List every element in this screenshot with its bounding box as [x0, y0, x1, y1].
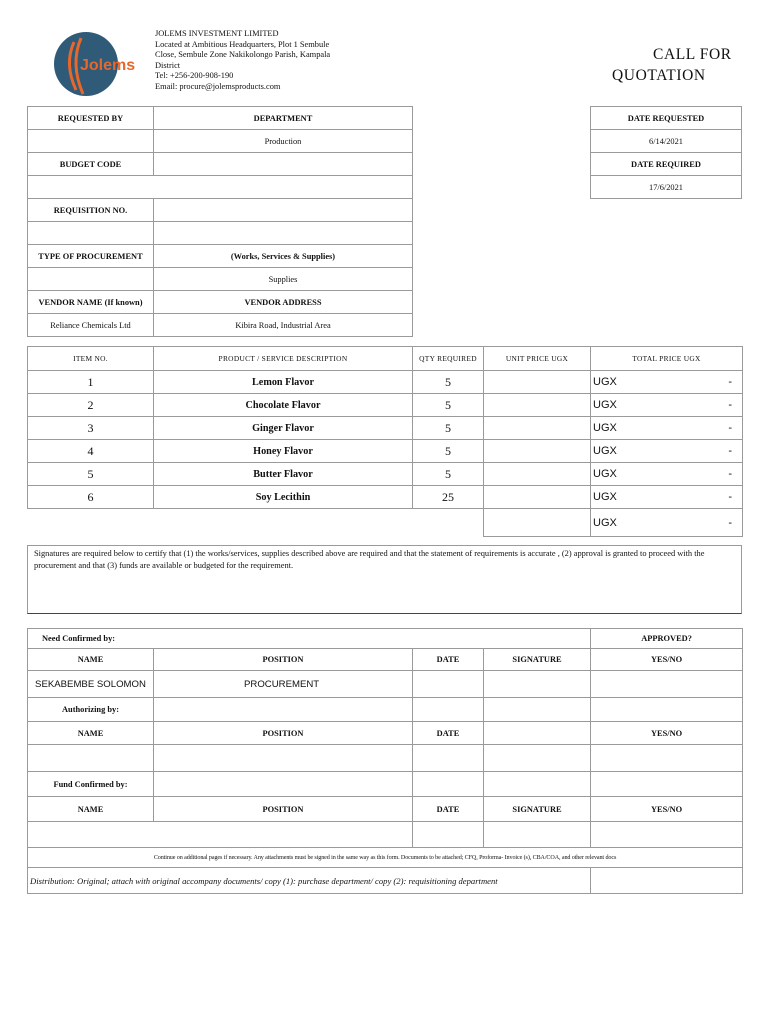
authorizing-empty [154, 698, 413, 722]
item-description[interactable]: Butter Flavor [154, 463, 413, 486]
procurement-type-hint: (Works, Services & Supplies) [154, 245, 413, 268]
table-row [28, 371, 743, 394]
fund-signature-field[interactable] [484, 822, 591, 848]
total-value: - [728, 491, 732, 503]
header-qty: QTY REQUIRED [413, 347, 484, 371]
signature-certification-note: Signatures are required below to certify that (1) the works/services, supplies described above are required and that the statement of requirements is accurate , (2) approval is granted to proceed with the procurement and that (3) funds are available or budgeted for the requirement. [27, 545, 742, 614]
item-total-price[interactable] [591, 486, 743, 509]
title-line-2: QUOTATION [612, 67, 706, 84]
grand-total-row [28, 509, 743, 537]
fund-empty [484, 772, 591, 797]
table-row [28, 417, 743, 440]
item-qty[interactable]: 5 [413, 371, 484, 394]
budget-code-label: BUDGET CODE [28, 153, 154, 176]
logo-text: Jolems [80, 57, 136, 74]
continue-note: Continue on additional pages if necessary. Any attachments must be signed in the same way as this form. Documents to be attached; CFQ, Proforma- Invoice (s), CBA/COA, and other relevant docs [28, 848, 743, 868]
authorizing-label: Authorizing by: [28, 698, 154, 722]
vendor-address-label: VENDOR ADDRESS [154, 291, 413, 314]
total-value: - [728, 445, 732, 457]
requisition-field[interactable] [154, 199, 413, 222]
vendor-name-label: VENDOR NAME (If known) [28, 291, 154, 314]
date-requested-value[interactable]: 6/14/2021 [591, 130, 742, 153]
item-total-price[interactable] [591, 440, 743, 463]
item-no: 4 [28, 440, 154, 463]
date-requested-label: DATE REQUESTED [591, 107, 742, 130]
item-qty[interactable]: 5 [413, 417, 484, 440]
dates-table [590, 106, 742, 199]
requisition-extra-field[interactable] [154, 222, 413, 245]
date-required-value[interactable]: 17/6/2021 [591, 176, 742, 199]
name-header: NAME [28, 722, 154, 745]
budget-code-field[interactable] [154, 153, 413, 176]
distribution-empty [591, 868, 743, 894]
currency-label: UGX [593, 516, 617, 529]
procurement-type-empty[interactable] [28, 268, 154, 291]
authorizing-empty [591, 698, 743, 722]
item-unit-price[interactable] [484, 371, 591, 394]
table-row [28, 463, 743, 486]
signature-header: SIGNATURE [484, 649, 591, 671]
title-line-1: CALL FOR [653, 46, 732, 63]
requested-by-label: REQUESTED BY [28, 107, 154, 130]
company-logo [48, 28, 146, 104]
fund-yes-no-field[interactable] [591, 822, 743, 848]
budget-code-value-field[interactable] [28, 176, 413, 199]
need-yes-no-field[interactable] [591, 671, 743, 698]
table-row [28, 440, 743, 463]
name-header: NAME [28, 649, 154, 671]
currency-label: UGX [593, 399, 617, 411]
authorizing-position-field[interactable] [154, 745, 413, 772]
approvals-table [27, 628, 743, 894]
request-details-table [27, 106, 413, 337]
currency-label: UGX [593, 376, 617, 388]
position-header: POSITION [154, 722, 413, 745]
total-value: - [728, 468, 732, 480]
item-qty[interactable]: 5 [413, 440, 484, 463]
yes-no-header: YES/NO [591, 649, 743, 671]
company-address-line: Located at Ambitious Headquarters, Plot 1 Sembule [155, 39, 330, 49]
requested-by-field[interactable] [28, 130, 154, 153]
department-value[interactable]: Production [154, 130, 413, 153]
grand-total-value: - [728, 516, 732, 529]
item-description[interactable]: Soy Lecithin [154, 486, 413, 509]
authorizing-signature-field[interactable] [484, 745, 591, 772]
item-no: 1 [28, 371, 154, 394]
need-position-value[interactable]: PROCUREMENT [154, 671, 413, 698]
item-unit-price[interactable] [484, 463, 591, 486]
items-table [27, 346, 743, 537]
total-value: - [728, 422, 732, 434]
item-unit-price[interactable] [484, 440, 591, 463]
header-item-no: ITEM NO. [28, 347, 154, 371]
header-total-price: TOTAL PRICE UGX [591, 347, 743, 371]
item-description[interactable]: Honey Flavor [154, 440, 413, 463]
currency-label: UGX [593, 491, 617, 503]
item-qty[interactable]: 5 [413, 463, 484, 486]
distribution-note: Distribution: Original; attach with original accompany documents/ copy (1): purchase department/ copy (2): requisitioning department [28, 868, 591, 894]
currency-label: UGX [593, 422, 617, 434]
currency-label: UGX [593, 468, 617, 480]
item-unit-price[interactable] [484, 486, 591, 509]
item-description[interactable]: Lemon Flavor [154, 371, 413, 394]
yes-no-header: YES/NO [591, 797, 743, 822]
table-row [28, 486, 743, 509]
fund-date-field[interactable] [413, 822, 484, 848]
grand-total-unit-cell [484, 509, 591, 537]
department-label: DEPARTMENT [154, 107, 413, 130]
item-unit-price[interactable] [484, 394, 591, 417]
item-no: 3 [28, 417, 154, 440]
requisition-value-field[interactable] [28, 222, 154, 245]
authorizing-date-field[interactable] [413, 745, 484, 772]
company-tel: Tel: +256-200-908-190 [155, 71, 234, 81]
company-name: JOLEMS INVESTMENT LIMITED [155, 29, 279, 38]
item-qty[interactable]: 25 [413, 486, 484, 509]
document-title [612, 44, 732, 86]
total-value: - [728, 399, 732, 411]
authorizing-name-field[interactable] [28, 745, 154, 772]
requisition-label: REQUISITION NO. [28, 199, 154, 222]
item-total-price[interactable] [591, 394, 743, 417]
item-unit-price[interactable] [484, 417, 591, 440]
item-description[interactable]: Ginger Flavor [154, 417, 413, 440]
position-header: POSITION [154, 649, 413, 671]
item-no: 6 [28, 486, 154, 509]
item-total-price[interactable] [591, 463, 743, 486]
fund-empty [154, 772, 413, 797]
fund-empty [591, 772, 743, 797]
fund-name-position-field[interactable] [28, 822, 413, 848]
vendor-name-value[interactable]: Reliance Chemicals Ltd [28, 314, 154, 337]
date-required-label: DATE REQUIRED [591, 153, 742, 176]
item-total-price[interactable] [591, 371, 743, 394]
yes-no-header: YES/NO [591, 722, 743, 745]
header-unit-price: UNIT PRICE UGX [484, 347, 591, 371]
authorizing-yes-no-field[interactable] [591, 745, 743, 772]
authorizing-empty [413, 698, 484, 722]
need-signature-field[interactable] [484, 671, 591, 698]
currency-label: UGX [593, 445, 617, 457]
item-total-price[interactable] [591, 417, 743, 440]
item-no: 5 [28, 463, 154, 486]
table-row [28, 394, 743, 417]
item-no: 2 [28, 394, 154, 417]
fund-empty [413, 772, 484, 797]
date-header: DATE [413, 797, 484, 822]
position-header: POSITION [154, 797, 413, 822]
company-address-line: District [155, 60, 181, 70]
need-date-field[interactable] [413, 671, 484, 698]
name-header: NAME [28, 797, 154, 822]
total-value: - [728, 376, 732, 388]
procurement-type-value[interactable]: Supplies [154, 268, 413, 291]
signature-header: SIGNATURE [484, 797, 591, 822]
need-name-value[interactable]: SEKABEMBE SOLOMON [28, 671, 154, 698]
item-description[interactable]: Chocolate Flavor [154, 394, 413, 417]
company-info [155, 29, 360, 93]
authorizing-empty [484, 698, 591, 722]
grand-total [591, 509, 743, 537]
need-confirmed-label: Need Confirmed by: [28, 629, 591, 649]
header-description: PRODUCT / SERVICE DESCRIPTION [154, 347, 413, 371]
item-qty[interactable]: 5 [413, 394, 484, 417]
authorizing-signature-header-empty [484, 722, 591, 745]
date-header: DATE [413, 649, 484, 671]
company-email: Email: procure@jolemsproducts.com [155, 81, 281, 91]
vendor-address-value[interactable]: Kibira Road, Industrial Area [154, 314, 413, 337]
company-address-line: Close, Sembule Zone Nakikolongo Parish, Kampala [155, 50, 331, 60]
fund-confirmed-label: Fund Confirmed by: [28, 772, 154, 797]
procurement-type-label: TYPE OF PROCUREMENT [28, 245, 154, 268]
approved-label: APPROVED? [591, 629, 743, 649]
date-header: DATE [413, 722, 484, 745]
